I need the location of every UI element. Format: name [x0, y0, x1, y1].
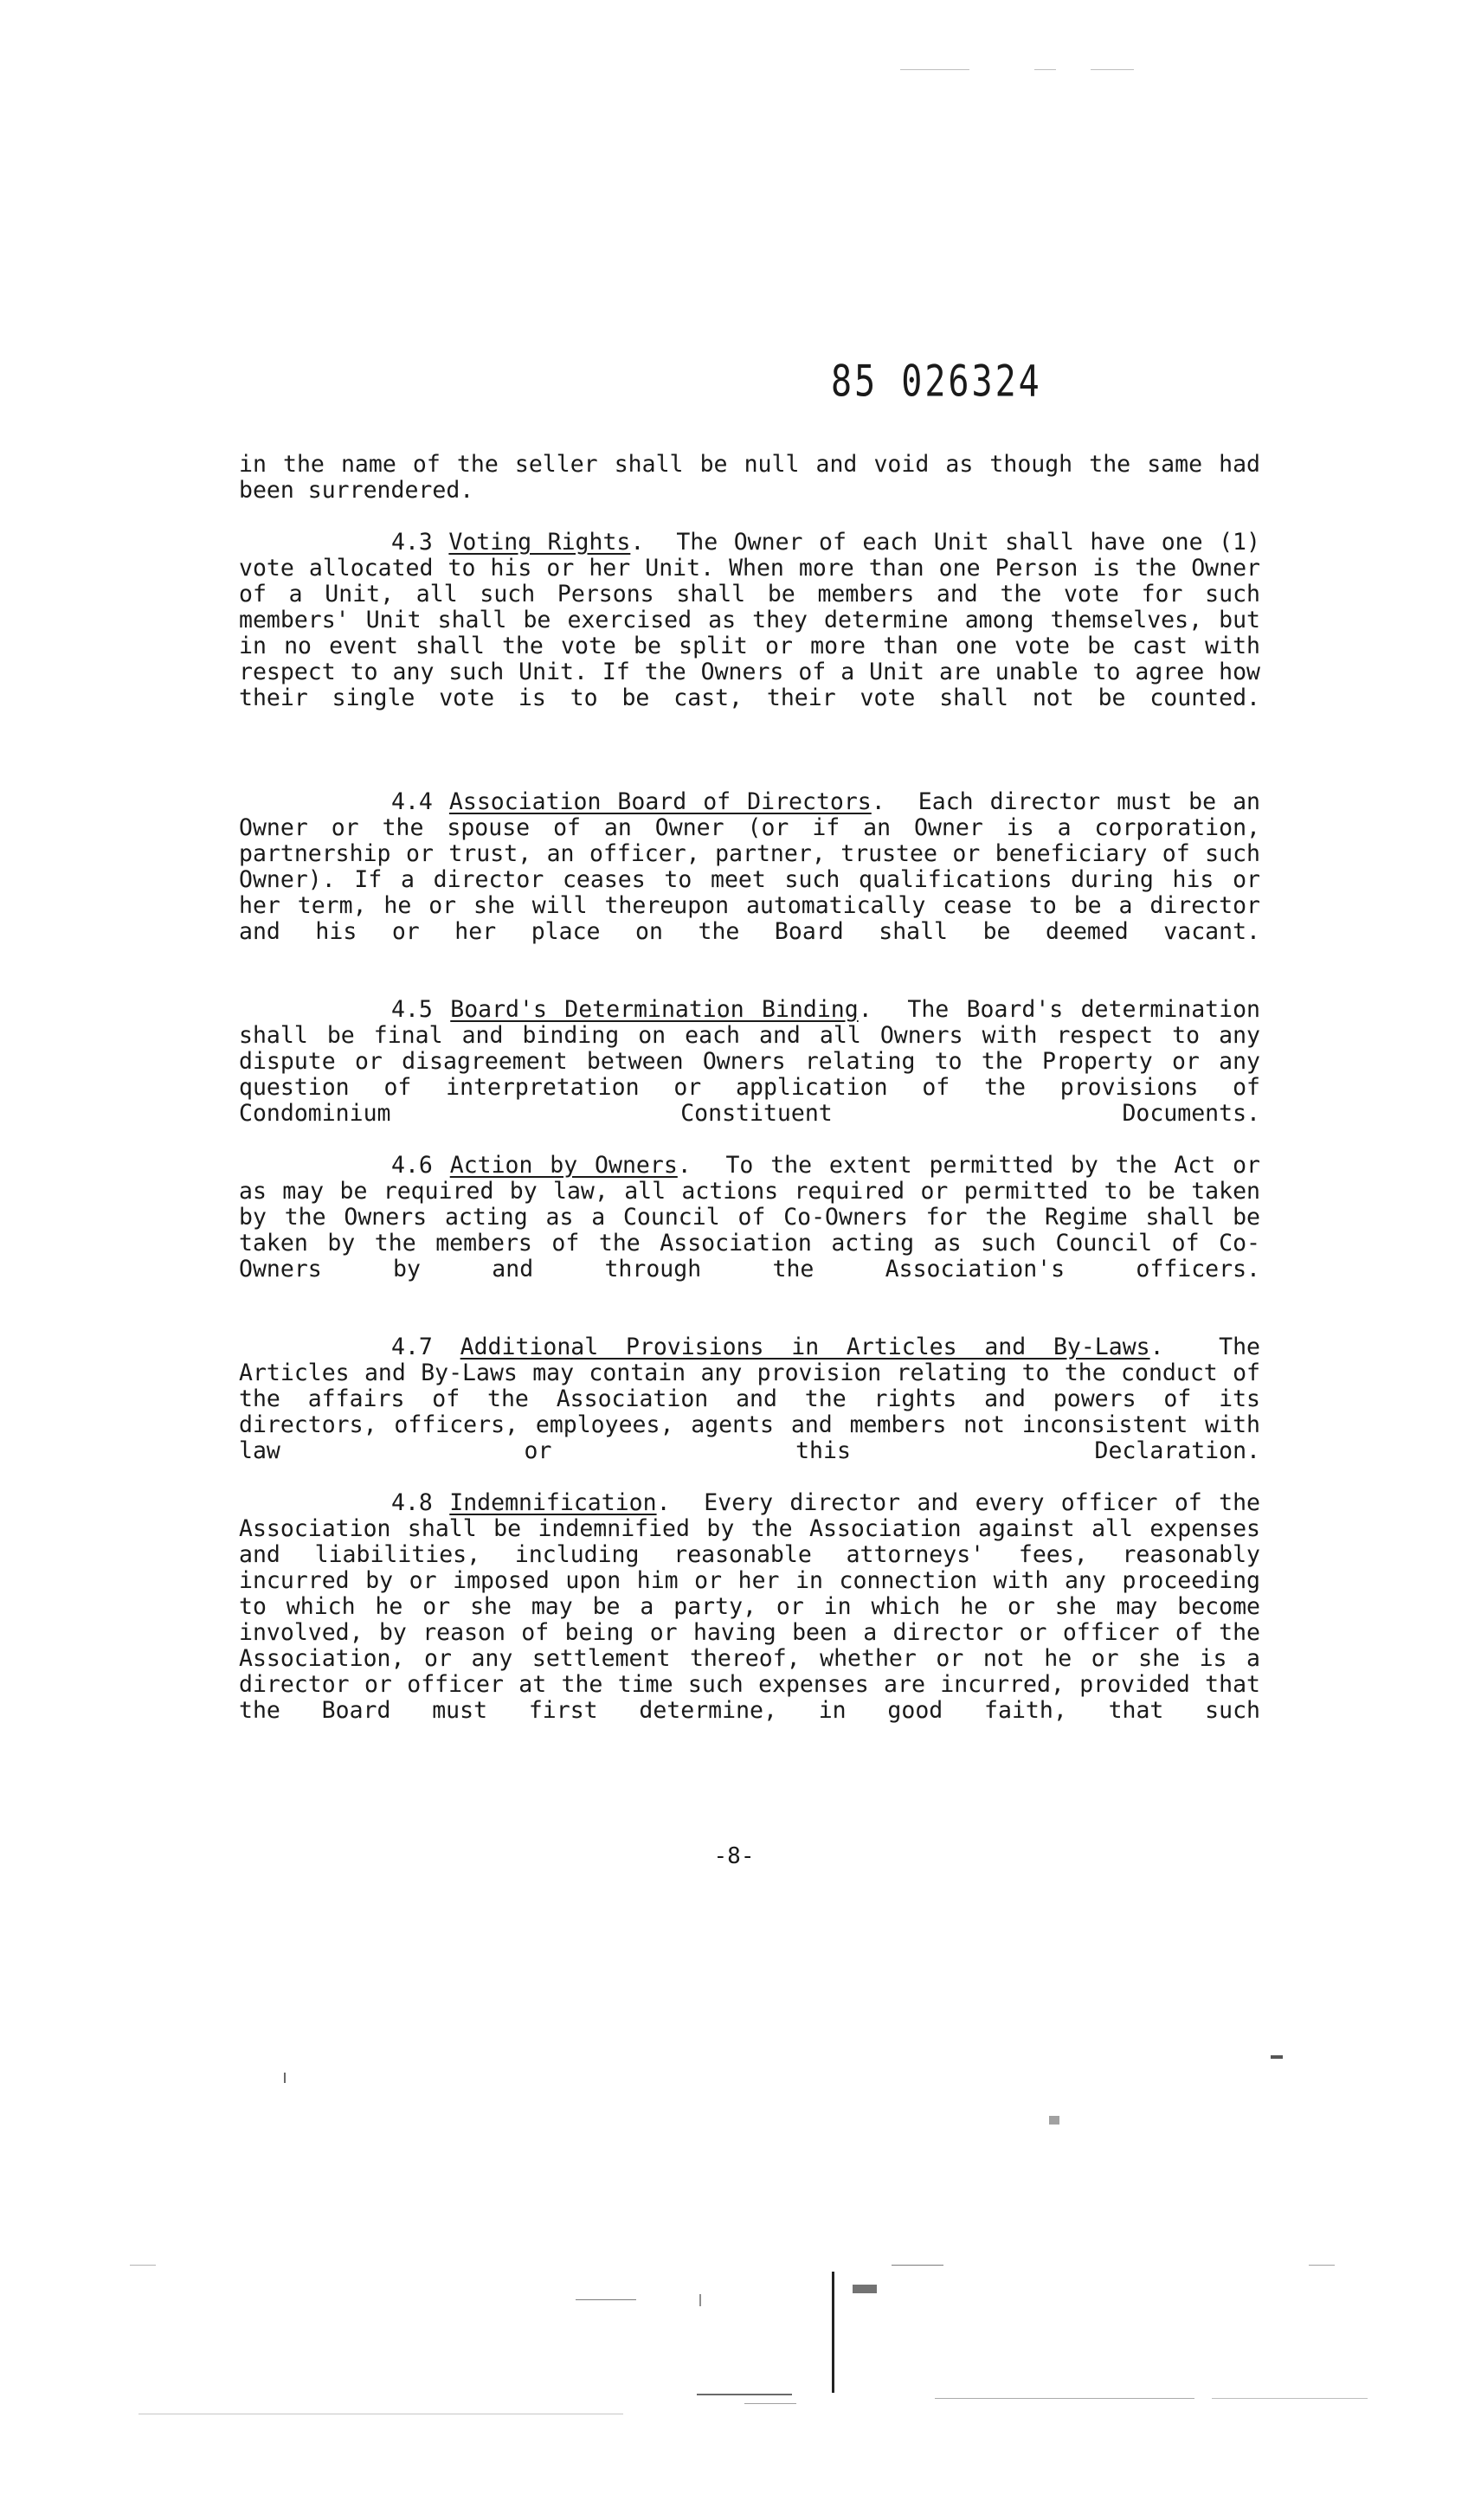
section-heading: Association Board of Directors: [448, 788, 872, 815]
scan-artifact: [1091, 69, 1134, 70]
section-4-8: 4.8 Indemnification. Every director and every officer of the Association shall be indemnified by the Association against all expenses and liabilities, including reasonable attorneys' fees, reasonably incurred by or imposed upon him or her in connection with any proceeding to which he or she may be a party, or in which he or she may become involved, by reason of being or having been a director or officer of the Association, or any settlement thereof, whether or not he or she is a director or officer at the time such expenses are incurred, provided that the Board must first determine, in good faith, that such: [239, 1489, 1260, 1724]
section-heading: Board's Determination Binding: [450, 996, 859, 1023]
scan-artifact: [744, 2403, 796, 2404]
scan-artifact: [1212, 2398, 1368, 2399]
scan-artifact: [697, 2394, 792, 2395]
section-number: 4.7: [391, 1334, 433, 1360]
intro-paragraph: [239, 452, 1260, 504]
scan-artifact: [1034, 69, 1056, 70]
section-text: The Articles and By-Laws may contain any provision relating to the conduct of the affairs of the Association and the rights and powers of its directors, officers, employees, agents and members not inconsistent with law or this Declaration.: [239, 1334, 1260, 1464]
scan-artifact: [1271, 2055, 1283, 2059]
section-heading: Indemnification: [449, 1489, 657, 1516]
section-number: 4.5: [391, 996, 433, 1023]
section-text: The Board's determination shall be final and binding on each and all Owners with respect to any dispute or disagreement between Owners relating to the Property or any question of interpretation or application of the provisions of Condominium Constituent Documents.: [239, 996, 1260, 1127]
intro-text: in the name of the seller shall be null and void as though the same had been surrendered.: [239, 451, 1260, 504]
section-number: 4.4: [391, 788, 433, 815]
section-text: The Owner of each Unit shall have one (1) vote allocated to his or her Unit. When more than one Person is the Owner of a Unit, all such Persons shall be members and the vote for such members' Unit shall be exercised as they determine among themselves, but in no event shall the vote be split or more than one vote be cast with respect to any such Unit. If the Owners of a Unit are unable to agree how their single vote is to be cast, their vote shall not be counted.: [239, 529, 1260, 711]
section-4-6: 4.6 Action by Owners. To the extent permitted by the Act or as may be required by law, all actions required or permitted to be taken by the Owners acting as a Council of Co-Owners for the Regime shall be taken by the members of the Association acting as such Council of Co-Owners by and through the Association's officers.: [239, 1152, 1260, 1282]
section-number: 4.3: [391, 529, 433, 556]
scan-artifact: [1049, 2116, 1059, 2125]
scan-artifact: [853, 2285, 877, 2293]
section-number: 4.6: [391, 1152, 433, 1179]
scan-artifact: [935, 2398, 1194, 2399]
section-heading: Additional Provisions in Articles and By-Laws: [460, 1334, 1150, 1360]
scan-artifact: [1309, 2265, 1335, 2266]
scan-artifact: [900, 69, 969, 70]
scan-artifact: [832, 2272, 834, 2393]
section-text: Each director must be an Owner or the spouse of an Owner (or if an Owner is a corporation, partnership or trust, an officer, partner, trustee or beneficiary of such Owner). If a director ceases to meet such qualifications during his or her term, he or she will thereupon automatically cease to be a director and his or her place on the Board shall be deemed vacant.: [239, 788, 1260, 945]
section-heading: Action by Owners: [449, 1152, 678, 1179]
section-number: 4.8: [391, 1489, 433, 1516]
section-4-3: 4.3 Voting Rights. The Owner of each Unit shall have one (1) vote allocated to his or her Unit. When more than one Person is the Owner of a Unit, all such Persons shall be members and the vote for such members' Unit shall be exercised as they determine among themselves, but in no event shall the vote be split or more than one vote be cast with respect to any such Unit. If the Owners of a Unit are unable to agree how their single vote is to be cast, their vote shall not be counted.: [239, 529, 1260, 711]
section-4-5: 4.5 Board's Determination Binding. The Board's determination shall be final and binding on each and all Owners with respect to any dispute or disagreement between Owners relating to the Property or any question of interpretation or application of the provisions of Condominium Constituent Documents.: [239, 996, 1260, 1127]
section-text: Every director and every officer of the Association shall be indemnified by the Association against all expenses and liabilities, including reasonable attorneys' fees, reasonably incurred by or imposed upon him or her in connection with any proceeding to which he or she may be a party, or in which he or she may become involved, by reason of being or having been a director or officer of the Association, or any settlement thereof, whether or not he or she is a director or officer at the time such expenses are incurred, provided that the Board must first determine, in good faith, that such: [239, 1489, 1260, 1724]
scan-artifact: [284, 2073, 286, 2083]
scan-artifact: [576, 2299, 636, 2300]
scan-artifact: [892, 2265, 943, 2266]
scan-artifact: [699, 2294, 701, 2306]
scan-artifact: [130, 2265, 156, 2266]
section-heading: Voting Rights: [448, 529, 631, 556]
section-4-4: 4.4 Association Board of Directors. Each director must be an Owner or the spouse of an Owner (or if an Owner is a corporation, partnership or trust, an officer, partner, trustee or beneficiary of such Owner). If a director ceases to meet such qualifications during his or her term, he or she will thereupon automatically cease to be a director and his or her place on the Board shall be deemed vacant.: [239, 788, 1260, 945]
page-number: -8-: [713, 1843, 755, 1869]
document-number: 85 026324: [831, 357, 1042, 407]
section-text: To the extent permitted by the Act or as may be required by law, all actions required or permitted to be taken by the Owners acting as a Council of Co-Owners for the Regime shall be taken by the members of the Association acting as such Council of Co-Owners by and through the Association's officers.: [239, 1152, 1260, 1282]
section-4-7: 4.7 Additional Provisions in Articles and By-Laws. The Articles and By-Laws may contain any provision relating to the conduct of the affairs of the Association and the rights and powers of its directors, officers, employees, agents and members not inconsistent with law or this Declaration.: [239, 1334, 1260, 1464]
